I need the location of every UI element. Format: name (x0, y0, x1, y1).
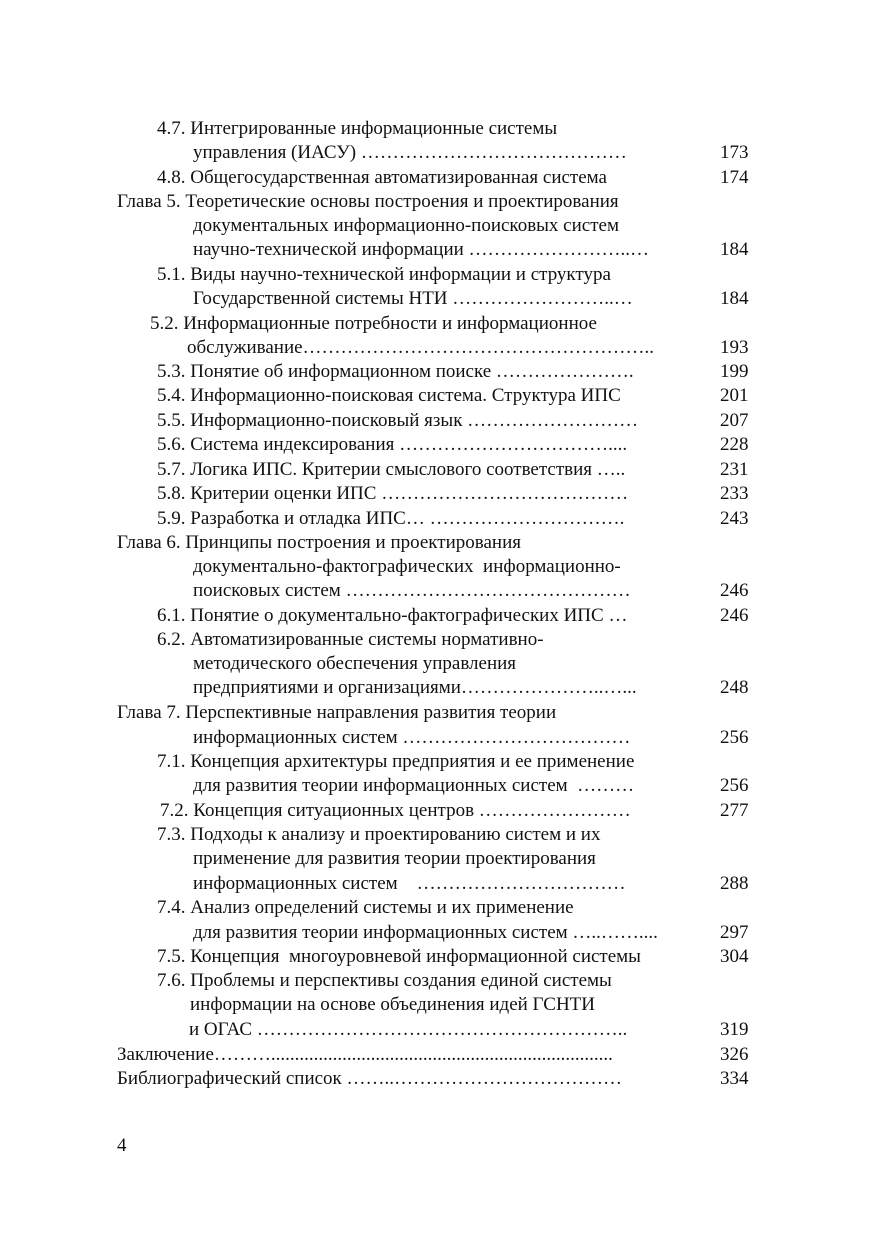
toc-entry-page-number: 228 (720, 434, 749, 455)
toc-entry-title-line: 7.2. Концепция ситуационных центров …………………… (160, 800, 631, 821)
toc-entry-title-line: 5.3. Понятие об информационном поиске …………………. (157, 361, 634, 382)
toc-entry-title-line: поисковых систем ……………………………………… (193, 580, 631, 601)
toc-entry-page-number: 304 (720, 946, 749, 967)
toc-entry-title-line: 5.8. Критерии оценки ИПС ………………………………… (157, 483, 629, 504)
toc-entry-title-line: Глава 6. Принципы построения и проектирования (117, 532, 521, 553)
toc-entry-title-line: 7.1. Концепция архитектуры предприятия и ее применение (157, 751, 635, 772)
toc-entry-title-line: 5.7. Логика ИПС. Критерии смыслового соответствия ….. (157, 459, 626, 480)
toc-entry-title-line: Глава 5. Теоретические основы построения и проектирования (117, 191, 619, 212)
toc-entry-page-number: 297 (720, 922, 749, 943)
toc-entry-title-line: применение для развития теории проектирования (193, 848, 596, 869)
toc-entry-title-line: 7.3. Подходы к анализу и проектированию систем и их (157, 824, 601, 845)
toc-entry-page-number: 256 (720, 727, 749, 748)
toc-entry-title-line: управления (ИАСУ) …………………………………… (193, 142, 627, 163)
toc-entry-title-line: 5.1. Виды научно-технической информации и структура (157, 264, 611, 285)
toc-entry-page-number: 277 (720, 800, 749, 821)
toc-entry-page-number: 248 (720, 677, 749, 698)
toc-entry-page-number: 231 (720, 459, 749, 480)
toc-entry-title-line: 6.1. Понятие о документально-фактографических ИПС … (157, 605, 628, 626)
toc-entry-title-line: информационных систем ……………………………… (193, 727, 631, 748)
toc-entry-title-line: 7.5. Концепция многоуровневой информационной системы (157, 946, 641, 967)
toc-entry-page-number: 256 (720, 775, 749, 796)
toc-entry-page-number: 173 (720, 142, 749, 163)
toc-entry-page-number: 193 (720, 337, 749, 358)
toc-entry-page-number: 288 (720, 873, 749, 894)
toc-entry-page-number: 207 (720, 410, 749, 431)
toc-entry-title-line: научно-технической информации ……………………..… (193, 239, 650, 260)
toc-entry-title-line: Заключение………........................................................................ (117, 1044, 613, 1065)
page-number: 4 (117, 1135, 127, 1156)
toc-entry-title-line: 4.8. Общегосударственная автоматизированная система (157, 167, 607, 188)
toc-entry-title-line: 5.2. Информационные потребности и информационное (150, 313, 597, 334)
toc-entry-title-line: 7.6. Проблемы и перспективы создания единой системы (157, 970, 612, 991)
toc-entry-title-line: 5.4. Информационно-поисковая система. Структура ИПС (157, 385, 621, 406)
toc-entry-title-line: 5.6. Система индексирования …………………………….... (157, 434, 628, 455)
toc-entry-title-line: 5.9. Разработка и отладка ИПС… …………………………. (157, 508, 625, 529)
toc-entry-title-line: для развития теории информационных систем ……… (193, 775, 635, 796)
toc-entry-page-number: 326 (720, 1044, 749, 1065)
toc-entry-title-line: методического обеспечения управления (193, 653, 517, 674)
toc-entry-title-line: обслуживание……………………………………………….. (187, 337, 655, 358)
toc-entry-title-line: и ОГАС ………………………………………………….. (189, 1019, 628, 1040)
toc-entry-page-number: 246 (720, 605, 749, 626)
toc-entry-page-number: 199 (720, 361, 749, 382)
toc-entry-page-number: 246 (720, 580, 749, 601)
toc-entry-title-line: 4.7. Интегрированные информационные системы (157, 118, 558, 139)
toc-entry-title-line: Библиографический список ……..……………………………… (117, 1068, 623, 1089)
toc-entry-page-number: 233 (720, 483, 749, 504)
toc-entry-title-line: документально-фактографических информационно- (193, 556, 621, 577)
toc-entry-page-number: 201 (720, 385, 749, 406)
toc-entry-title-line: 7.4. Анализ определений системы и их применение (157, 897, 574, 918)
toc-entry-title-line: информации на основе объединения идей ГСНТИ (190, 994, 596, 1015)
toc-entry-page-number: 334 (720, 1068, 749, 1089)
toc-entry-title-line: 6.2. Автоматизированные системы нормативно- (157, 629, 544, 650)
toc-entry-title-line: Глава 7. Перспективные направления развития теории (117, 702, 557, 723)
toc-entry-title-line: документальных информационно-поисковых систем (193, 215, 619, 236)
toc-entry-page-number: 319 (720, 1019, 749, 1040)
toc-entry-page-number: 174 (720, 167, 749, 188)
toc-entry-title-line: Государственной системы НТИ ……………………..… (193, 288, 633, 309)
toc-entry-page-number: 184 (720, 239, 749, 260)
toc-entry-page-number: 184 (720, 288, 749, 309)
toc-entry-page-number: 243 (720, 508, 749, 529)
toc-entry-title-line: 5.5. Информационно-поисковый язык ……………………… (157, 410, 639, 431)
toc-entry-title-line: для развития теории информационных систем …..…….... (193, 922, 658, 943)
toc-entry-title-line: информационных систем …………………………… (193, 873, 626, 894)
toc-entry-title-line: предприятиями и организациями…………………..…... (193, 677, 637, 698)
